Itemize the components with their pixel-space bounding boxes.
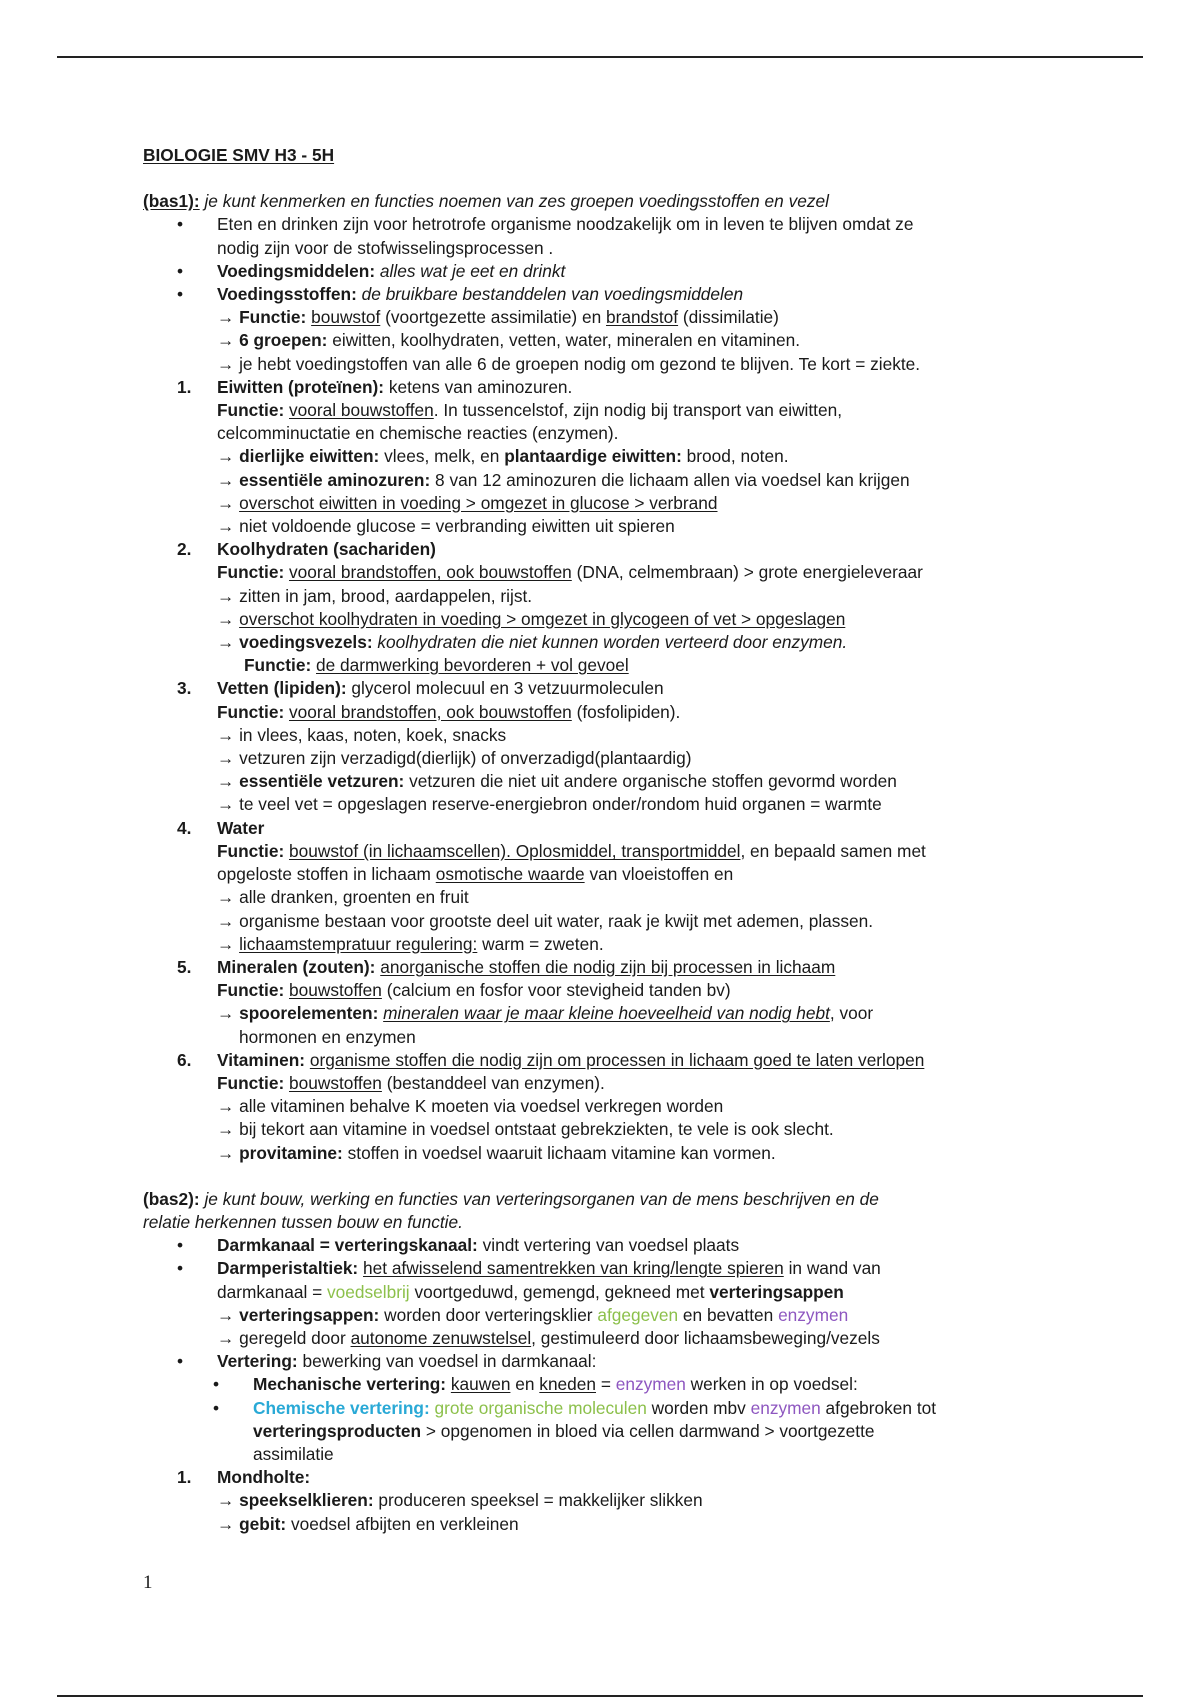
section-koolhydraten: 2. Koolhydraten (sachariden)	[143, 538, 1063, 561]
bullet-icon: •	[177, 260, 184, 281]
arrow-icon: →	[217, 771, 235, 792]
arrow-line: → gebit: voedsel afbijten en verkleinen	[217, 1513, 519, 1534]
arrow-icon: →	[217, 330, 235, 351]
arrow-line: → bij tekort aan vitamine in voedsel ontstaat gebrekziekten, te vele is ook slecht.	[217, 1119, 834, 1140]
bas1-bullet-hetrotrofe-cont: nodig zijn voor de stofwisselingsprocessen .	[217, 237, 554, 258]
arrow-icon: →	[217, 1490, 235, 1511]
arrow-line: → overschot koolhydraten in voeding > omgezet in glycogeen of vet > opgeslagen	[217, 608, 846, 629]
arrow-icon: →	[217, 887, 235, 908]
arrow-icon: →	[217, 353, 235, 374]
arrow-icon: →	[217, 608, 235, 629]
arrow-line: → dierlijke eiwitten: vlees, melk, en plantaardige eiwitten: brood, noten.	[217, 446, 789, 467]
arrow-line: → te veel vet = opgeslagen reserve-energiebron onder/rondom huid organen = warmte	[217, 794, 882, 815]
list-number: 1.	[177, 376, 192, 397]
list-number: 4.	[177, 817, 192, 838]
arrow-icon: →	[217, 446, 235, 467]
arrow-line: → verteringsappen: worden door verteringsklier afgegeven en bevatten enzymen	[217, 1304, 849, 1325]
function-line: Functie: bouwstof (in lichaamscellen). Oplosmiddel, transportmiddel, en bepaald samen met	[217, 840, 926, 861]
bullet-icon: •	[177, 284, 184, 305]
bullet-icon: •	[177, 1351, 184, 1372]
arrow-line: → lichaamstempratuur regulering: warm = zweten.	[217, 933, 604, 954]
arrow-line: → essentiële aminozuren: 8 van 12 aminozuren die lichaam allen via voedsel kan krijgen	[217, 469, 910, 490]
arrow-icon: →	[217, 724, 235, 745]
arrow-line: → alle vitaminen behalve K moeten via voedsel verkregen worden	[217, 1096, 724, 1117]
bullet-icon: •	[177, 1258, 184, 1279]
arrow-icon: →	[217, 632, 235, 653]
arrow-icon: →	[217, 1119, 235, 1140]
list-number: 1.	[177, 1467, 192, 1488]
function-line-cont: opgeloste stoffen in lichaam osmotische waarde van vloeistoffen en	[217, 864, 734, 885]
arrow-line: → zitten in jam, brood, aardappelen, rijst.	[217, 585, 533, 606]
arrow-line: → alle dranken, groenten en fruit	[217, 887, 469, 908]
sub-bullet-chemisch: • Chemische vertering: grote organische moleculen worden mbv enzymen afgebroken tot	[143, 1397, 1063, 1420]
arrow-icon: →	[217, 516, 235, 537]
arrow-line: → vetzuren zijn verzadigd(dierlijk) of onverzadigd(plantaardig)	[217, 748, 692, 769]
function-line-cont: celcomminuctatie en chemische reacties (enzymen).	[217, 423, 619, 444]
arrow-icon: →	[217, 910, 235, 931]
arrow-icon: →	[217, 1304, 235, 1325]
bas2-heading: (bas2): je kunt bouw, werking en functies van verteringsorganen van de mens beschrijven en de	[143, 1188, 879, 1209]
bullet-icon: •	[213, 1397, 220, 1418]
arrow-line-cont: hormonen en enzymen	[239, 1026, 416, 1047]
arrow-icon: →	[217, 1513, 235, 1534]
arrow-line: → provitamine: stoffen in voedsel waaruit lichaam vitamine kan vormen.	[217, 1142, 776, 1163]
function-line: Functie: vooral brandstoffen, ook bouwstoffen (DNA, celmembraan) > grote energieleveraar	[217, 562, 923, 583]
sub-bullet-chemisch-cont: verteringsproducten > opgenomen in bloed via cellen darmwand > voortgezette	[253, 1420, 875, 1441]
bas1-heading: (bas1): je kunt kenmerken en functies noemen van zes groepen voedingsstoffen en vezel	[143, 191, 829, 212]
arrow-line: → in vlees, kaas, noten, koek, snacks	[217, 724, 507, 745]
bullet-icon: •	[177, 1235, 184, 1256]
function-line: Functie: vooral bouwstoffen. In tussencelstof, zijn nodig bij transport van eiwitten,	[217, 400, 843, 421]
bas1-bullet-voedingsmiddelen: • Voedingsmiddelen: alles wat je eet en drinkt	[143, 260, 1063, 283]
arrow-line: → geregeld door autonome zenuwstelsel, gestimuleerd door lichaamsbeweging/vezels	[217, 1327, 880, 1348]
arrow-line: → essentiële vetzuren: vetzuren die niet uit andere organische stoffen gevormd worden	[217, 771, 897, 792]
bullet-icon: •	[213, 1374, 220, 1395]
document-body	[143, 144, 1063, 1536]
footer-rule	[57, 1695, 1143, 1697]
function-line: Functie: bouwstoffen (calcium en fosfor voor stevigheid tanden bv)	[217, 980, 731, 1001]
arrow-icon: →	[217, 748, 235, 769]
bas1-bullet-voedingsstoffen: • Voedingsstoffen: de bruikbare bestanddelen van voedingsmiddelen	[143, 283, 1063, 306]
list-number: 6.	[177, 1049, 192, 1070]
document-title: BIOLOGIE SMV H3 - 5H	[143, 145, 335, 165]
arrow-icon: →	[217, 1142, 235, 1163]
bas2-bullet-darmperistaltiek-cont: darmkanaal = voedselbrij voortgeduwd, gemengd, gekneed met verteringsappen	[217, 1281, 844, 1302]
arrow-icon: →	[217, 469, 235, 490]
arrow-icon: →	[217, 1327, 235, 1348]
sub-bullet-chemisch-cont: assimilatie	[253, 1443, 334, 1464]
arrow-line: → niet voldoende glucose = verbranding eiwitten uit spieren	[217, 516, 675, 537]
sub-bullet-mechanisch: • Mechanische vertering: kauwen en kneden = enzymen werken in op voedsel:	[143, 1373, 1063, 1396]
function-line: Functie: bouwstoffen (bestanddeel van enzymen).	[217, 1072, 605, 1093]
arrow-line: → voedingsvezels: koolhydraten die niet kunnen worden verteerd door enzymen.	[217, 632, 848, 653]
list-number: 3.	[177, 678, 192, 699]
arrow-line: → speekselklieren: produceren speeksel = makkelijker slikken	[217, 1490, 703, 1511]
arrow-icon: →	[217, 307, 235, 328]
list-number: 5.	[177, 956, 192, 977]
bas2-bullet-darmperistaltiek: • Darmperistaltiek: het afwisselend samentrekken van kring/lengte spieren in wand van	[143, 1257, 1063, 1280]
arrow-icon: →	[217, 585, 235, 606]
arrow-line: → 6 groepen: eiwitten, koolhydraten, vetten, water, mineralen en vitaminen.	[217, 330, 801, 351]
bas1-bullet-hetrotrofe: • Eten en drinken zijn voor hetrotrofe organisme noodzakelijk om in leven te blijven omdat ze	[143, 213, 1063, 236]
arrow-line: → Functie: bouwstof (voortgezette assimilatie) en brandstof (dissimilatie)	[217, 307, 779, 328]
bullet-icon: •	[177, 214, 184, 235]
arrow-line: → overschot eiwitten in voeding > omgezet in glucose > verbrand	[217, 492, 718, 513]
section-vetten: 3. Vetten (lipiden): glycerol molecuul en 3 vetzuurmoleculen	[143, 677, 1063, 700]
arrow-icon: →	[217, 1003, 235, 1024]
bas2-bullet-vertering: • Vertering: bewerking van voedsel in darmkanaal:	[143, 1350, 1063, 1373]
arrow-icon: →	[217, 1096, 235, 1117]
list-number: 2.	[177, 539, 192, 560]
function-line: Functie: vooral brandstoffen, ook bouwstoffen (fosfolipiden).	[217, 701, 681, 722]
arrow-line: → organisme bestaan voor grootste deel uit water, raak je kwijt met ademen, plassen.	[217, 910, 874, 931]
bas2-bullet-darmkanaal: • Darmkanaal = verteringskanaal: vindt vertering van voedsel plaats	[143, 1234, 1063, 1257]
arrow-icon: →	[217, 492, 235, 513]
section-water: 4. Water	[143, 817, 1063, 840]
arrow-line: → je hebt voedingstoffen van alle 6 de groepen nodig om gezond te blijven. Te kort = ziekte.	[217, 353, 921, 374]
section-mondholte: 1. Mondholte:	[143, 1466, 1063, 1489]
section-eiwitten: 1. Eiwitten (proteïnen): ketens van aminozuren.	[143, 376, 1063, 399]
bas2-heading-cont: relatie herkennen tussen bouw en functie.	[143, 1211, 463, 1232]
section-mineralen: 5. Mineralen (zouten): anorganische stoffen die nodig zijn bij processen in lichaam	[143, 956, 1063, 979]
function-line: Functie: de darmwerking bevorderen + vol gevoel	[244, 655, 629, 676]
spacer	[143, 1165, 1063, 1188]
arrow-line: → spoorelementen: mineralen waar je maar kleine hoeveelheid van nodig hebt, voor	[217, 1003, 874, 1024]
arrow-icon: →	[217, 794, 235, 815]
section-vitaminen: 6. Vitaminen: organisme stoffen die nodig zijn om processen in lichaam goed te laten verlopen	[143, 1049, 1063, 1072]
arrow-icon: →	[217, 933, 235, 954]
spacer	[143, 167, 1063, 190]
page-number: 1	[143, 1572, 153, 1593]
header-rule	[57, 56, 1143, 58]
